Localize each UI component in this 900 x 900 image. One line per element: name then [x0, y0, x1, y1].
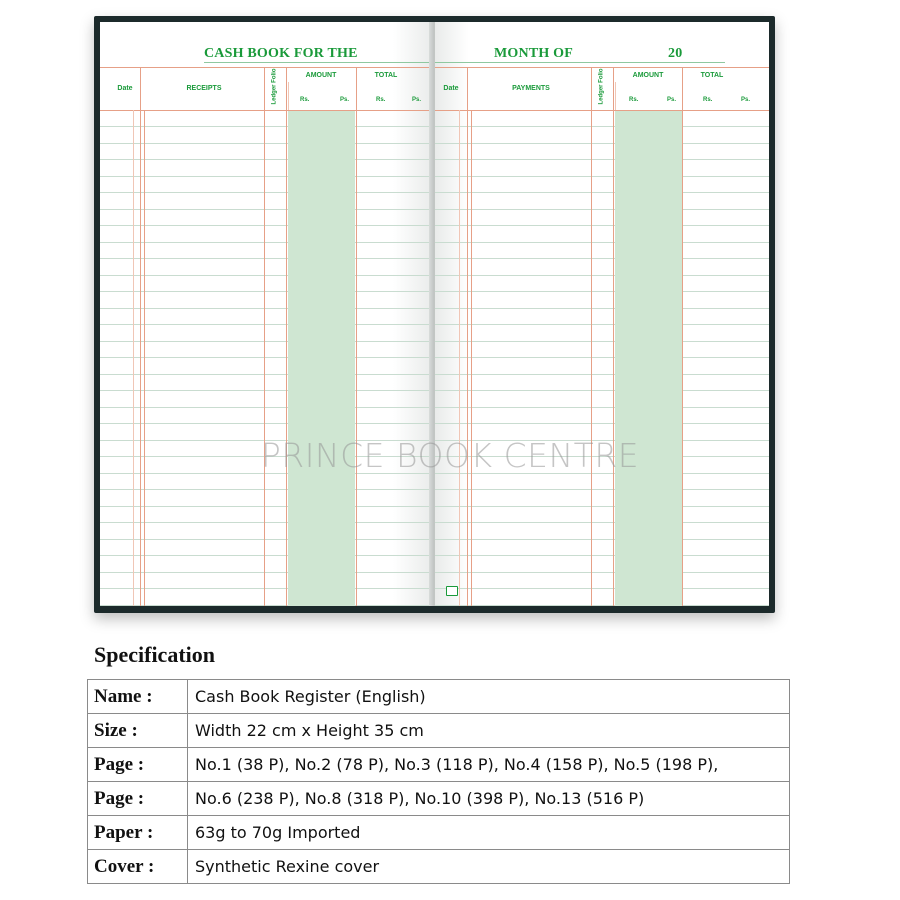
spec-row [88, 714, 790, 748]
ruled-line [100, 423, 433, 424]
publisher-logo-icon [446, 586, 458, 596]
spec-row [88, 748, 790, 782]
ruled-line [435, 159, 769, 160]
ruled-line [435, 192, 769, 193]
col-divider [682, 67, 683, 606]
year-prefix: 20 [668, 46, 683, 61]
ruled-line [435, 258, 769, 259]
ruled-line [435, 126, 769, 127]
spec-value: Synthetic Rexine cover [188, 850, 790, 884]
ruled-line [100, 159, 433, 160]
ruled-line [435, 176, 769, 177]
specification-table [87, 679, 790, 884]
total-header: TOTAL [700, 72, 724, 79]
title-underline [435, 62, 725, 63]
amount-shade [288, 110, 355, 606]
ruled-line [435, 324, 769, 325]
ruled-line [435, 407, 769, 408]
ruled-line [435, 489, 769, 490]
watermark: PRINCE BOOK CENTRE [260, 436, 640, 475]
col-divider [356, 67, 357, 606]
col-divider [264, 67, 265, 606]
ledger-folio-header: Ledger Folio [598, 68, 605, 105]
rs-label: Rs. [703, 97, 713, 103]
ruled-line [435, 225, 769, 226]
rs-label: Rs. [629, 97, 639, 103]
left-page [100, 22, 433, 606]
ruled-line [100, 357, 433, 358]
ruled-line [100, 522, 433, 523]
col-divider [286, 67, 287, 606]
ruled-line [435, 209, 769, 210]
ruled-line [100, 374, 433, 375]
col-divider [459, 110, 460, 606]
specification-title: Specification [94, 642, 215, 667]
spec-key: Page : [88, 748, 188, 782]
spec-row [88, 782, 790, 816]
ps-label: Ps. [340, 97, 350, 103]
col-divider [613, 67, 614, 606]
amount-header: AMOUNT [632, 72, 664, 79]
ruled-line [100, 390, 433, 391]
ruled-line [100, 209, 433, 210]
header-top-rule [100, 67, 433, 68]
spec-value: No.6 (238 P), No.8 (318 P), No.10 (398 P), No.13 (516 P) [188, 782, 790, 816]
title-underline [204, 62, 430, 63]
amount-header: AMOUNT [305, 72, 337, 79]
spec-key: Size : [88, 714, 188, 748]
ruled-line [100, 555, 433, 556]
ruled-line [100, 192, 433, 193]
col-divider [471, 110, 472, 606]
rs-label: Rs. [376, 97, 386, 103]
ruled-line [100, 588, 433, 589]
ruled-line [435, 242, 769, 243]
spec-value: Cash Book Register (English) [188, 680, 790, 714]
ruled-line [435, 374, 769, 375]
spec-row [88, 850, 790, 884]
header-bottom-rule [435, 110, 769, 111]
ruled-line [100, 242, 433, 243]
ps-label: Ps. [412, 97, 422, 103]
payments-header: PAYMENTS [512, 85, 550, 92]
spec-key: Paper : [88, 816, 188, 850]
amount-shade [615, 110, 682, 606]
spec-key: Name : [88, 680, 188, 714]
ruled-line [100, 407, 433, 408]
col-divider [591, 67, 592, 606]
col-divider [467, 67, 468, 606]
ruled-line [435, 605, 769, 606]
ruled-line [100, 258, 433, 259]
ps-label: Ps. [741, 97, 751, 103]
spec-key: Cover : [88, 850, 188, 884]
ruled-line [100, 308, 433, 309]
ruled-line [435, 555, 769, 556]
ruled-line [435, 506, 769, 507]
date-header: Date [117, 85, 133, 92]
right-page [435, 22, 769, 606]
left-page-title: CASH BOOK FOR THE [204, 46, 358, 61]
ruled-line [435, 291, 769, 292]
ruled-line [100, 341, 433, 342]
ruled-line [100, 275, 433, 276]
spec-value: Width 22 cm x Height 35 cm [188, 714, 790, 748]
ruled-line [100, 126, 433, 127]
ledger-folio-header: Ledger Folio [271, 68, 278, 105]
ruled-line [435, 357, 769, 358]
ruled-line [435, 588, 769, 589]
ruled-line [100, 539, 433, 540]
ruled-line [100, 291, 433, 292]
rs-label: Rs. [300, 97, 310, 103]
ruled-line [100, 176, 433, 177]
ruled-line [100, 225, 433, 226]
ruled-line [100, 506, 433, 507]
ruled-line [100, 572, 433, 573]
ruled-line [435, 308, 769, 309]
spec-key: Page : [88, 782, 188, 816]
header-bottom-rule [100, 110, 433, 111]
col-divider [144, 110, 145, 606]
ruled-line [100, 143, 433, 144]
ruled-line [435, 390, 769, 391]
col-divider [133, 110, 134, 606]
ruled-line [435, 143, 769, 144]
ruled-line [435, 522, 769, 523]
receipts-header: RECEIPTS [186, 85, 222, 92]
ruled-line [435, 341, 769, 342]
ruled-line [100, 605, 433, 606]
cash-book-photo [94, 16, 775, 613]
spec-value: No.1 (38 P), No.2 (78 P), No.3 (118 P), No.4 (158 P), No.5 (198 P), [188, 748, 790, 782]
col-divider [288, 82, 289, 110]
ps-label: Ps. [667, 97, 677, 103]
spec-row [88, 816, 790, 850]
ruled-line [435, 423, 769, 424]
col-divider [140, 67, 141, 606]
total-header: TOTAL [374, 72, 398, 79]
spec-row [88, 680, 790, 714]
right-page-title: MONTH OF [494, 46, 573, 61]
date-header: Date [443, 85, 459, 92]
ruled-line [100, 324, 433, 325]
ruled-line [435, 539, 769, 540]
col-divider [615, 82, 616, 110]
ruled-line [435, 275, 769, 276]
ruled-line [100, 489, 433, 490]
spec-value: 63g to 70g Imported [188, 816, 790, 850]
ruled-line [435, 572, 769, 573]
